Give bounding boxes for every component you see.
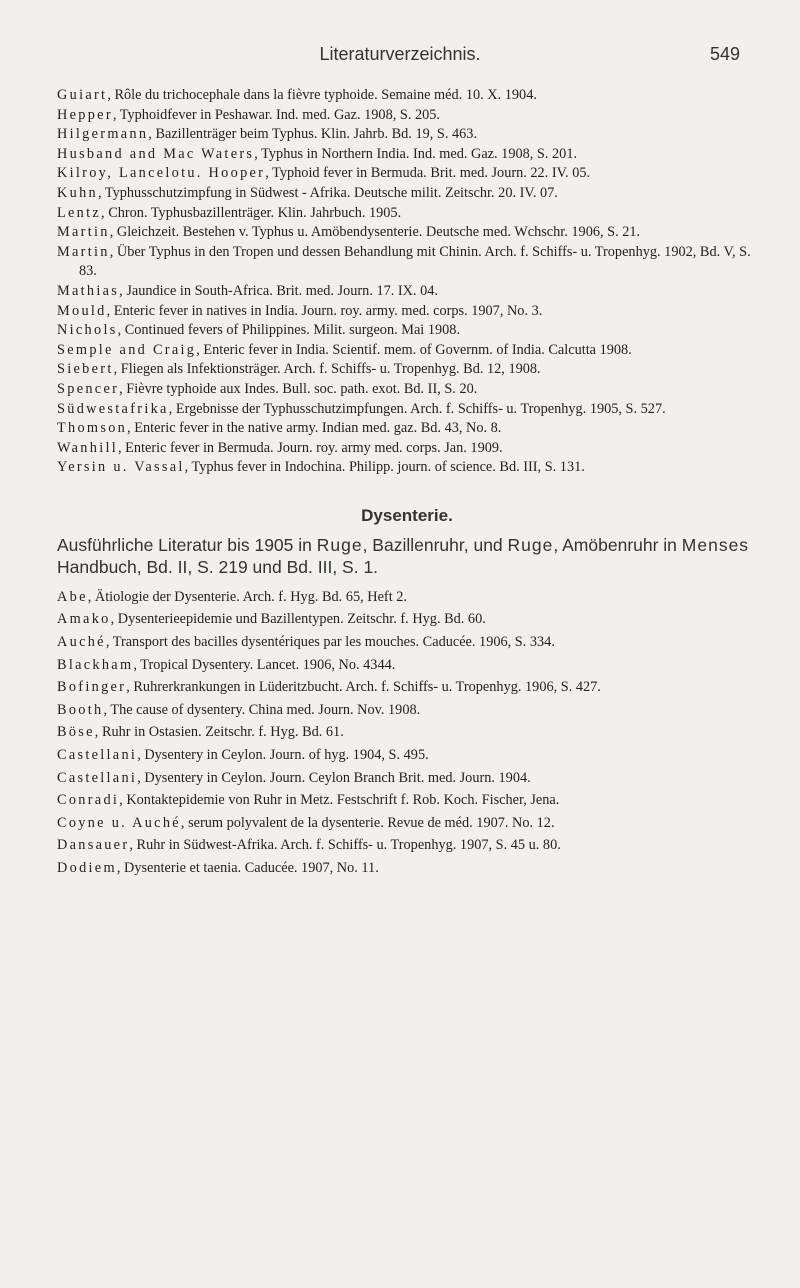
entry-author: Guiart (57, 87, 108, 103)
entry-text: , Typhus fever in Indochina. Philipp. journ. of science. Bd. III, S. 131. (184, 459, 585, 476)
entry-text: , serum polyvalent de la dysenterie. Revue de méd. 1907. No. 12. (180, 814, 555, 831)
entry-text: , Typhoidfever in Peshawar. Ind. med. Gaz. 1908, S. 205. (112, 106, 440, 123)
entry-author: Mould (57, 302, 107, 319)
entry-text: , Bazillenträger beim Typhus. Klin. Jahrb. Bd. 19, S. 463. (148, 126, 478, 143)
entry-text: , Chron. Typhusbazillenträger. Klin. Jahrbuch. 1905. (101, 204, 402, 221)
bibliography-entry (57, 204, 757, 224)
bibliography-entry (57, 419, 757, 439)
bibliography-entry (57, 321, 757, 341)
entry-text: , Jaundice in South-Africa. Brit. med. Journ. 17. IX. 04. (119, 282, 439, 299)
entry-text: , Dysentery in Ceylon. Journ. Ceylon Branch Brit. med. Journ. 1904. (137, 769, 531, 786)
bibliography-list-dysentery (57, 588, 757, 879)
entry-author: Yersin u. Vassal (57, 459, 185, 476)
bibliography-entry (57, 145, 757, 165)
entry-text: , Rôle du trichocephale dans la fièvre typhoide. Semaine méd. 10. X. 1904. (107, 87, 537, 103)
entry-text: , Typhus in Northern India. Ind. med. Gaz. 1908, S. 201. (254, 145, 578, 162)
entry-text: , The cause of dysentery. China med. Journ. Nov. 1908. (103, 701, 421, 718)
entry-author: Martin (57, 224, 110, 241)
entry-author: Kuhn (57, 184, 98, 201)
section-heading: Dysenterie. (361, 505, 453, 525)
entry-text: , Transport des bacilles dysentériques par les mouches. Caducée. 1906, S. 334. (105, 634, 555, 651)
bibliography-entry (57, 701, 757, 721)
subtitle-author: Menses (681, 534, 750, 555)
entry-author: Booth (57, 701, 104, 718)
entry-text: , Enteric fever in the native army. Indian med. gaz. Bd. 43, No. 8. (127, 420, 502, 437)
bibliography-list-typhus (57, 86, 757, 478)
bibliography-entry (57, 302, 757, 322)
page-header (0, 44, 800, 68)
entry-author: Martin (57, 243, 110, 260)
bibliography-entry (57, 184, 757, 204)
bibliography-entry (57, 656, 757, 676)
entry-author: Siebert (57, 361, 114, 378)
entry-author: Blackham (57, 656, 134, 673)
entry-text: , Tropical Dysentery. Lancet. 1906, No. 4344. (133, 656, 396, 673)
entry-author: Auché (57, 634, 106, 651)
entry-author: Semple and Craig (57, 341, 197, 358)
entry-author: Nichols (57, 322, 118, 339)
entry-text: , Ruhr in Südwest-Afrika. Arch. f. Schiffs- u. Tropenhyg. 1907, S. 45 u. 80. (129, 837, 561, 854)
entry-text: , Dysenterie et taenia. Caducée. 1907, No. 11. (116, 860, 379, 876)
entry-text: , Enteric fever in India. Scientif. mem. of Governm. of India. Calcutta 1908. (196, 341, 632, 358)
entry-author: Hilgermann (57, 126, 149, 143)
entry-author: Abe (57, 588, 88, 605)
bibliography-entry (57, 223, 757, 243)
bibliography-entry (57, 341, 757, 361)
bibliography-entry (57, 814, 757, 834)
bibliography-entry (57, 243, 757, 282)
entry-text: , Fliegen als Infektionsträger. Arch. f. Schiffs- u. Tropenhyg. Bd. 12, 1908. (113, 361, 541, 378)
entry-text: , Continued fevers of Philippines. Milit. surgeon. Mai 1908. (117, 322, 461, 339)
bibliography-entry (57, 360, 757, 380)
bibliography-entry (57, 282, 757, 302)
bibliography-entry (57, 125, 757, 145)
page-content (57, 86, 757, 882)
entry-author: Conradi (57, 792, 120, 809)
entry-author: Coyne u. Auché (57, 814, 181, 831)
bibliography-entry (57, 859, 757, 879)
bibliography-entry (57, 723, 757, 743)
entry-author: Amako (57, 611, 111, 628)
entry-author: Hepper (57, 106, 113, 123)
entry-text: , Kontaktepidemie von Ruhr in Metz. Festschrift f. Rob. Koch. Fischer, Jena. (119, 792, 560, 809)
subtitle-author: Ruge (507, 534, 554, 555)
entry-author: Bofinger (57, 679, 127, 696)
entry-author: Thomson (57, 420, 128, 437)
entry-author: Wanhill (57, 439, 119, 456)
entry-author: Spencer (57, 380, 120, 397)
entry-text: , Fièvre typhoide aux Indes. Bull. soc. path. exot. Bd. II, S. 20. (119, 380, 478, 397)
bibliography-entry (57, 769, 757, 789)
entry-author: Dansauer (57, 837, 130, 854)
bibliography-entry (57, 678, 757, 698)
entry-author: Böse (57, 724, 95, 741)
entry-text: , Dysenterieepidemie und Bazillentypen. Zeitschr. f. Hyg. Bd. 60. (110, 611, 486, 628)
entry-text: , Enteric fever in Bermuda. Journ. roy. army med. corps. Jan. 1909. (118, 439, 503, 456)
bibliography-entry (57, 458, 757, 478)
entry-text: , Ruhrerkrankungen in Lüderitzbucht. Arch. f. Schiffs- u. Tropenhyg. 1906, S. 427. (126, 679, 601, 696)
subtitle-part: , Amöbenruhr in (553, 534, 682, 555)
entry-text: , Ruhr in Ostasien. Zeitschr. f. Hyg. Bd. 61. (94, 724, 344, 741)
bibliography-entry (57, 439, 757, 459)
entry-text: , Typhoid fever in Bermuda. Brit. med. Journ. 22. IV. 05. (265, 165, 591, 182)
bibliography-entry (57, 588, 757, 608)
entry-text: , Dysentery in Ceylon. Journ. of hyg. 1904, S. 495. (137, 747, 429, 764)
entry-author: Kilroy, Lancelotu. Hooper (57, 165, 266, 182)
bibliography-entry (57, 106, 757, 126)
bibliography-entry (57, 836, 757, 856)
bibliography-entry (57, 610, 757, 630)
entry-author: Lentz (57, 204, 102, 221)
entry-text: , Ätiologie der Dysenterie. Arch. f. Hyg. Bd. 65, Heft 2. (87, 588, 407, 605)
entry-text: , Enteric fever in natives in India. Journ. roy. army. med. corps. 1907, No. 3. (106, 302, 543, 319)
subtitle-author: Ruge (316, 534, 363, 555)
subtitle-part: Handbuch, Bd. II, S. 219 und Bd. III, S. 1. (57, 556, 379, 577)
entry-author: Husband and Mac Waters (57, 145, 255, 162)
bibliography-entry (57, 746, 757, 766)
entry-text: , Gleichzeit. Bestehen v. Typhus u. Amöbendysenterie. Deutsche med. Wchschr. 1906, S. 21. (109, 224, 641, 241)
entry-text: , Ergebnisse der Typhusschutzimpfungen. Arch. f. Schiffs- u. Tropenhyg. 1905, S. 527. (168, 400, 666, 417)
subtitle-part: , Bazillenruhr, und (362, 534, 508, 555)
running-title: Literaturverzeichnis. (319, 44, 481, 64)
entry-author: Castellani (57, 769, 138, 786)
entry-author: Dodiem (57, 860, 117, 876)
page-number: 549 (709, 44, 740, 64)
subtitle-part: Ausführliche Literatur bis 1905 in (57, 534, 317, 555)
section-subtitle (57, 534, 757, 578)
bibliography-entry (57, 380, 757, 400)
entry-author: Castellani (57, 747, 138, 764)
entry-text: , Typhusschutzimpfung in Südwest - Afrika. Deutsche milit. Zeitschr. 20. IV. 07. (97, 184, 558, 201)
entry-author: Südwestafrika (57, 400, 169, 417)
bibliography-entry (57, 86, 757, 106)
entry-text: , Über Typhus in den Tropen und dessen Behandlung mit Chinin. Arch. f. Schiffs- u. Tropenhyg. 1902, Bd. V, S. 83. (79, 243, 751, 280)
bibliography-entry (57, 164, 757, 184)
bibliography-entry (57, 791, 757, 811)
entry-author: Mathias (57, 282, 120, 299)
bibliography-entry (57, 633, 757, 653)
bibliography-entry (57, 400, 757, 420)
